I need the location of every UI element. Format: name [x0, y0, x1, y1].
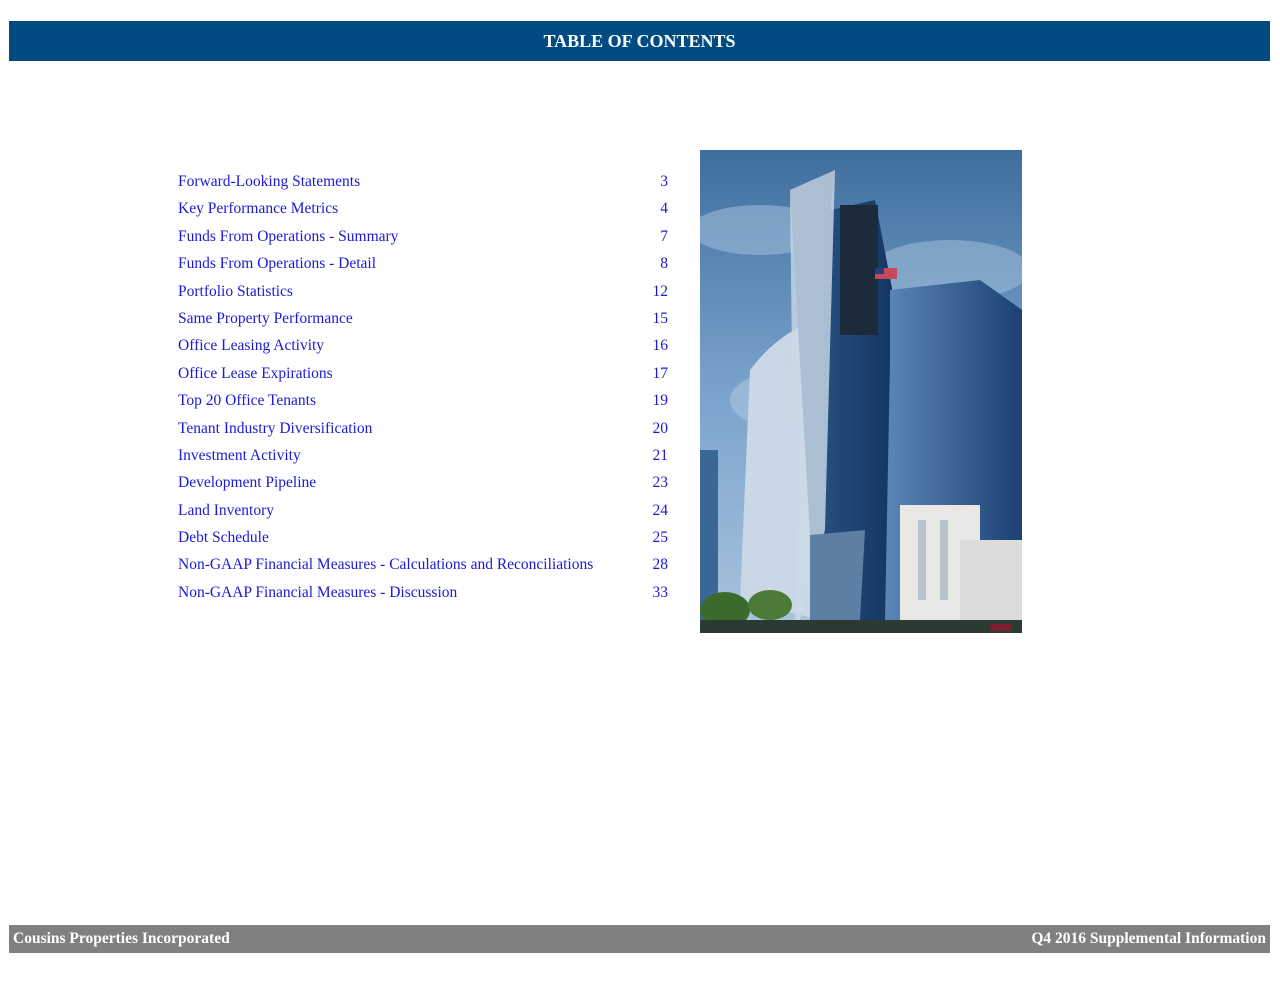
toc-item-title[interactable]: Development Pipeline	[178, 474, 317, 492]
toc-item-non-gaap-discussion[interactable]	[178, 579, 668, 606]
toc-item-title[interactable]: Office Leasing Activity	[178, 337, 325, 355]
toc-item-land-inventory[interactable]	[178, 497, 668, 524]
toc-item-portfolio-statistics[interactable]	[178, 278, 668, 305]
toc-item-page: 21	[652, 446, 668, 464]
toc-item-page: 20	[652, 419, 668, 437]
toc-item-page: 17	[652, 364, 668, 382]
toc-item-page: 19	[652, 392, 668, 410]
toc-item-office-lease-expirations[interactable]	[178, 360, 668, 387]
page-footer	[9, 925, 1270, 953]
toc-item-page: 28	[652, 556, 668, 574]
toc-item-title[interactable]: Key Performance Metrics	[178, 200, 339, 218]
toc-item-title[interactable]: Forward-Looking Statements	[178, 173, 361, 190]
toc-item-title[interactable]: Debt Schedule	[178, 529, 269, 547]
toc-item-title[interactable]: Funds From Operations - Detail	[178, 255, 377, 273]
toc-item-top-20-office-tenants[interactable]	[178, 387, 668, 414]
toc-item-non-gaap-calculations[interactable]	[178, 551, 668, 578]
toc-item-title[interactable]: Tenant Industry Diversification	[178, 419, 373, 437]
toc-item-same-property-performance[interactable]	[178, 305, 668, 332]
toc-item-investment-activity[interactable]	[178, 442, 668, 469]
toc-item-title[interactable]: Top 20 Office Tenants	[178, 392, 317, 410]
toc-item-page: 4	[660, 200, 668, 218]
toc-item-page: 7	[660, 227, 668, 245]
toc-item-ffo-detail[interactable]	[178, 250, 668, 277]
toc-item-development-pipeline[interactable]	[178, 469, 668, 496]
company-name: Cousins Properties Incorporated	[13, 930, 230, 947]
toc-item-debt-schedule[interactable]	[178, 524, 668, 551]
page-header	[9, 21, 1270, 61]
toc-item-title[interactable]: Same Property Performance	[178, 309, 353, 327]
page-title: TABLE OF CONTENTS	[543, 31, 736, 51]
office-towers-image	[700, 150, 1022, 633]
toc-item-ffo-summary[interactable]	[178, 223, 668, 250]
toc-item-page: 3	[660, 173, 668, 190]
toc-item-title[interactable]: Land Inventory	[178, 501, 274, 519]
toc-item-page: 25	[652, 529, 668, 547]
toc-item-title[interactable]: Investment Activity	[178, 446, 301, 464]
toc-item-page: 15	[652, 309, 668, 327]
toc-item-office-leasing-activity[interactable]	[178, 332, 668, 359]
report-period: Q4 2016 Supplemental Information	[1031, 930, 1266, 947]
building-photo	[700, 150, 1022, 633]
toc-item-forward-looking-statements[interactable]	[178, 168, 668, 195]
table-of-contents	[178, 168, 668, 606]
toc-item-title[interactable]: Non-GAAP Financial Measures - Calculations and Reconciliations	[178, 556, 594, 574]
toc-item-page: 12	[652, 282, 668, 300]
toc-item-title[interactable]: Portfolio Statistics	[178, 282, 293, 300]
toc-item-page: 33	[652, 583, 668, 601]
toc-item-page: 24	[652, 501, 668, 519]
toc-item-key-performance-metrics[interactable]	[178, 195, 668, 222]
toc-item-page: 16	[652, 337, 668, 355]
toc-item-title[interactable]: Office Lease Expirations	[178, 364, 333, 382]
toc-item-page: 8	[660, 255, 668, 273]
toc-item-tenant-industry-diversification[interactable]	[178, 415, 668, 442]
toc-item-page: 23	[652, 474, 668, 492]
toc-item-title[interactable]: Funds From Operations - Summary	[178, 227, 399, 245]
toc-item-title[interactable]: Non-GAAP Financial Measures - Discussion	[178, 583, 458, 601]
